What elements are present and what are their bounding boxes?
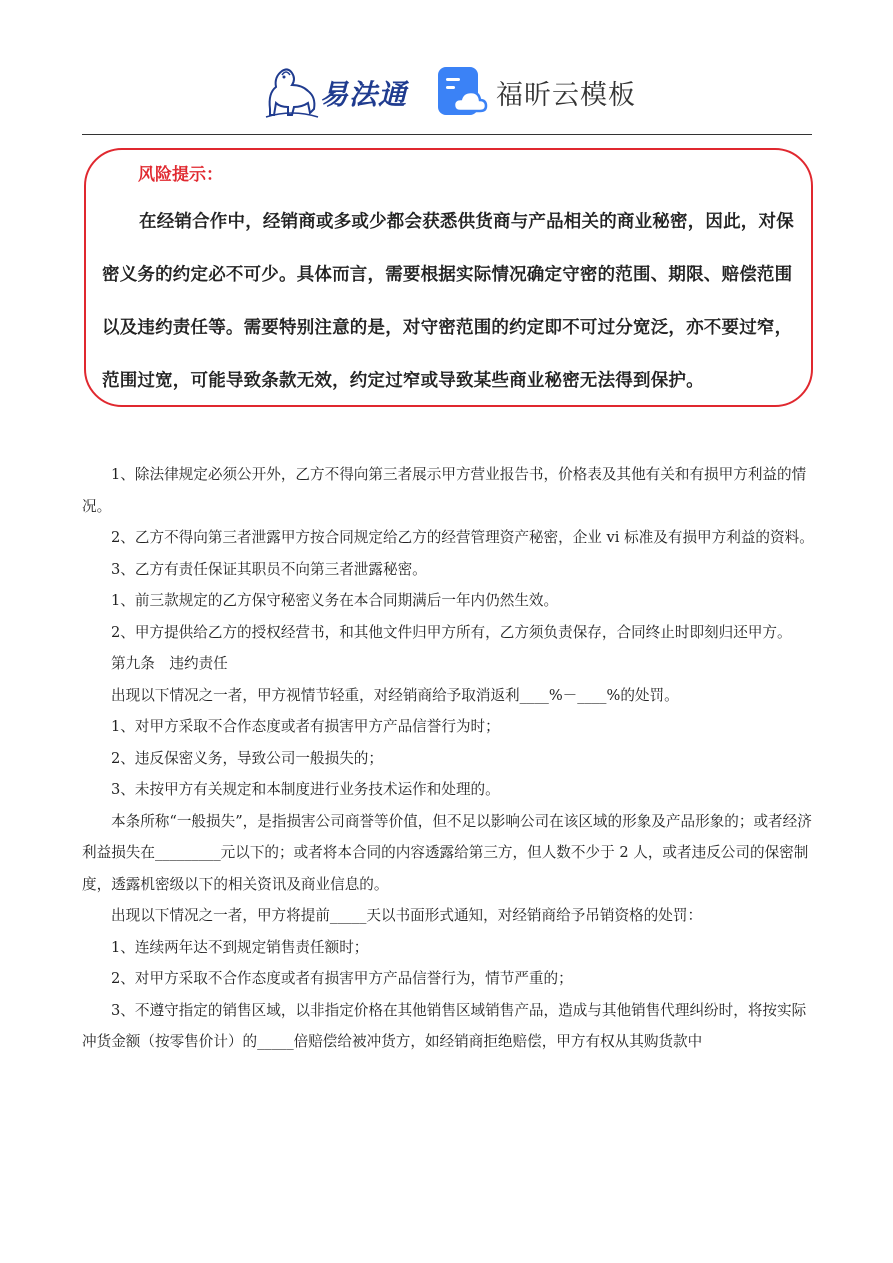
- logo1-text: 易法通: [320, 78, 408, 111]
- logo2-text: 福昕云模板: [496, 80, 636, 111]
- paragraph: 2、甲方提供给乙方的授权经营书，和其他文件归甲方所有，乙方须负责保存，合同终止时即刻归还甲方。: [111, 623, 792, 641]
- doc-cloud-icon: [436, 65, 488, 117]
- risk-notice-body: 在经销合作中，经销商或多或少都会获悉供货商与产品相关的商业秘密，因此，对保密义务的约定必不可少。具体而言，需要根据实际情况确定守密的范围、期限、赔偿范围以及违约责任等。需要特别注意的是，对守密范围的约定即不可过分宽泛，亦不要过窄，范围过宽，可能导致条款无效，约定过窄或导致某些商业秘密无法得到保护。: [102, 212, 794, 391]
- page-header: [0, 55, 893, 125]
- paragraph: 3、乙方有责任保证其职员不向第三者泄露秘密。: [111, 560, 427, 578]
- paragraph: 1、连续两年达不到规定销售责任额时；: [111, 938, 369, 956]
- paragraph: 3、未按甲方有关规定和本制度进行业务技术运作和处理的。: [111, 781, 500, 798]
- yifatong-logo: [262, 63, 417, 119]
- paragraph: 出现以下情况之一者，甲方视情节轻重，对经销商给予取消返利____%－____%的处罚。: [111, 686, 679, 704]
- paragraph: 1、对甲方采取不合作态度或者有损害甲方产品信誉行为时；: [111, 718, 500, 735]
- paragraph: 3、不遵守指定的销售区域，以非指定价格在其他销售区域销售产品，造成与其他销售代理纠纷时，将按实际冲货金额（按零售价计）的_____倍赔偿给被冲货方，如经销商拒绝赔偿，甲方有权从其购货款中: [82, 1001, 807, 1050]
- paragraph: 出现以下情况之一者，甲方将提前_____天以书面形式通知，对经销商给予吊销资格的处罚：: [111, 907, 703, 924]
- contract-body: [82, 459, 814, 1058]
- qilin-icon: [262, 63, 322, 119]
- paragraph: 2、对甲方采取不合作态度或者有损害甲方产品信誉行为，情节严重的；: [111, 970, 573, 987]
- risk-notice-title: 风险提示：: [138, 165, 223, 185]
- section-heading: 第九条 违约责任: [111, 655, 228, 672]
- paragraph: 2、违反保密义务，导致公司一般损失的；: [111, 749, 383, 767]
- header-divider: [82, 134, 812, 135]
- paragraph: 2、乙方不得向第三者泄露甲方按合同规定给乙方的经营管理资产秘密，企业 vi 标准及有损甲方利益的资料。: [111, 529, 814, 546]
- paragraph: 1、前三款规定的乙方保守秘密义务在本合同期满后一年内仍然生效。: [111, 592, 559, 609]
- risk-notice-box: [84, 148, 813, 407]
- paragraph: 1、除法律规定必须公开外，乙方不得向第三者展示甲方营业报告书，价格表及其他有关和有损甲方利益的情况。: [82, 466, 807, 515]
- paragraph: 本条所称“一般损失”，是指损害公司商誉等价值，但不足以影响公司在该区域的形象及产品形象的；或者经济利益损失在_________元以下的；或者将本合同的内容透露给第三方，但人数不少于 2 人，或者违反公司的保密制度，透露机密级以下的相关资讯及商业信息的。: [82, 812, 812, 893]
